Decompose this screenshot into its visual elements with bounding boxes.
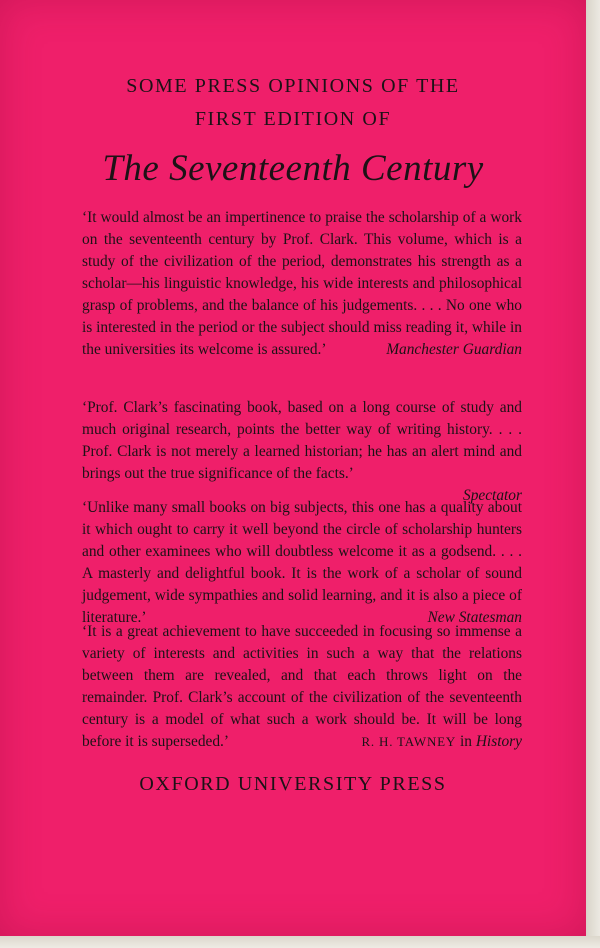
quote-attribution: [361, 731, 522, 753]
press-quote-new-statesman: [82, 497, 522, 629]
heading-line-1: SOME PRESS OPINIONS OF THE: [126, 75, 460, 97]
quote-text: ‘It would almost be an impertinence to praise the scholarship of a work on the seventeenth century by Prof. Clark. This volume, which is a study of the civilization of the period, demonstrates his strength as a scholar—his linguistic knowledge, his wide interests and philosophical grasp of problems, and the balance of his judgements. . . . No one who is interested in the period or the subject should miss reading it, while in the universities its welcome is assured.’: [82, 209, 522, 358]
press-quote-history: [82, 621, 522, 753]
quote-source: Manchester Guardian: [386, 341, 522, 358]
quote-source: New Statesman: [427, 609, 522, 626]
paper-edge-right: [586, 0, 600, 948]
reviewer-name: R. H. TAWNEY: [361, 734, 457, 749]
quote-source: Spectator: [463, 487, 522, 504]
publisher-name: OXFORD UNIVERSITY PRESS: [139, 773, 447, 795]
heading-line-2: FIRST EDITION OF: [194, 108, 392, 130]
quote-text: ‘Unlike many small books on big subjects, this one has a quality about it which ought to carry it well beyond the circle of scholarship hunters and other examinees who will doubtless welcome it as a godsend. . . . A masterly and delightful book. It is the work of a scholar of sound judgement, wide sympathies and solid learning, and it is also a piece of literature.’: [82, 499, 522, 626]
quote-text: ‘Prof. Clark’s fascinating book, based on a long course of study and much original research, points the better way of writing history. . . . Prof. Clark is not merely a learned historian; he has an alert mind and brings out the true significance of the facts.’: [82, 399, 522, 482]
quote-text: ‘It is a great achievement to have succeeded in focusing so immense a variety of interests and activities in such a way that the relations between them are revealed, and that each throws light on the remainder. Prof. Clark’s account of the civilization of the seventeenth century is a model of what such a work should be. It will be long before it is superseded.’: [82, 623, 522, 750]
attribution-connector: in: [459, 733, 472, 750]
paper-edge-bottom: [0, 936, 600, 948]
book-title: The Seventeenth Century: [102, 148, 484, 189]
quote-source: History: [475, 733, 522, 750]
press-quote-spectator: [82, 397, 522, 507]
press-quote-manchester-guardian: [82, 207, 522, 361]
